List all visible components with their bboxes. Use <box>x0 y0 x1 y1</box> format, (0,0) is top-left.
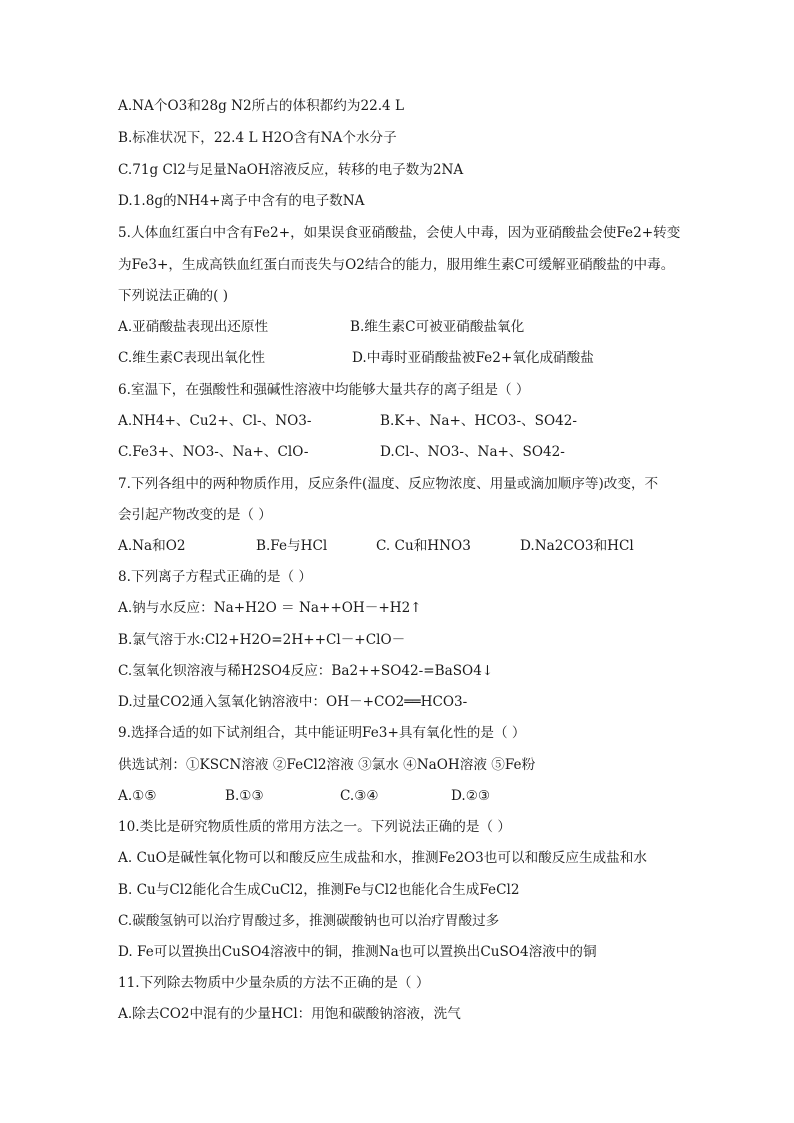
q5-option-d: D.中毒时亚硝酸盐被Fe2+氧化成硝酸盐 <box>352 350 594 366</box>
q10-option-d: D. Fe可以置换出CuSO4溶液中的铜，推测Na也可以置换出CuSO4溶液中的铜 <box>118 944 597 960</box>
q10-option-c: C.碳酸氢钠可以治疗胃酸过多，推测碳酸钠也可以治疗胃酸过多 <box>118 913 500 929</box>
q4-option-b: B.标准状况下，22.4 L H2O含有NA个水分子 <box>118 130 397 146</box>
q11-option-a: A.除去CO2中混有的少量HCl：用饱和碳酸钠溶液，洗气 <box>118 1006 461 1022</box>
q6-option-d: D.Cl-、NO3-、Na+、SO42- <box>380 444 565 460</box>
q8-stem: 8.下列离子方程式正确的是（ ） <box>118 569 313 585</box>
q9-option-d: D.②③ <box>451 788 491 804</box>
q9-stem: 9.选择合适的如下试剂组合，其中能证明Fe3+具有氧化性的是（ ） <box>118 725 526 741</box>
q5-option-a: A.亚硝酸盐表现出还原性 <box>118 319 269 335</box>
q7-option-c: C. Cu和HNO3 <box>376 538 471 554</box>
q4-option-a: A.NA个O3和28g N2所占的体积都约为22.4 L <box>118 98 405 114</box>
q5-option-c: C.维生素C表现出氧化性 <box>118 350 265 366</box>
q9-option-a: A.①⑤ <box>118 788 157 804</box>
q6-option-b: B.K+、Na+、HCO3-、SO42- <box>380 413 578 429</box>
q7-option-d: D.Na2CO3和HCl <box>520 538 634 554</box>
q6-option-c: C.Fe3+、NO3-、Na+、ClO- <box>118 444 309 460</box>
q8-option-c: C.氢氧化钡溶液与稀H2SO4反应：Ba2++SO42-=BaSO4↓ <box>118 663 494 679</box>
q4-option-d: D.1.8g的NH4+离子中含有的电子数NA <box>118 193 365 209</box>
q10-option-b: B. Cu与Cl2能化合生成CuCl2，推测Fe与Cl2也能化合生成FeCl2 <box>118 882 520 898</box>
q10-option-a: A. CuO是碱性氧化物可以和酸反应生成盐和水，推测Fe2O3也可以和酸反应生成盐和水 <box>118 850 647 866</box>
q9-option-c: C.③④ <box>340 788 379 804</box>
q7-stem-line1: 7.下列各组中的两种物质作用，反应条件(温度、反应物浓度、用量或滴加顺序等)改变，不 <box>118 476 659 492</box>
q8-option-b: B.氯气溶于水:Cl2+H2O=2H++Cl－+ClO－ <box>118 632 406 648</box>
q9-option-b: B.①③ <box>225 788 264 804</box>
q7-stem-line2: 会引起产物改变的是（ ） <box>118 507 272 523</box>
q10-stem: 10.类比是研究物质性质的常用方法之一。下列说法正确的是（ ） <box>118 819 511 835</box>
q4-option-c: C.71g Cl2与足量NaOH溶液反应，转移的电子数为2NA <box>118 162 464 178</box>
q7-option-b: B.Fe与HCl <box>256 538 328 554</box>
q5-option-b: B.维生素C可被亚硝酸盐氧化 <box>350 319 525 335</box>
q6-option-a: A.NH4+、Cu2+、Cl-、NO3- <box>118 413 312 429</box>
q5-stem-line3: 下列说法正确的( ) <box>118 288 229 304</box>
q8-option-d: D.过量CO2通入氢氧化钠溶液中：OH－+CO2══HCO3- <box>118 694 468 710</box>
q5-stem-line1: 5.人体血红蛋白中含有Fe2+，如果误食亚硝酸盐，会使人中毒，因为亚硝酸盐会使Fe2+转变 <box>118 225 681 241</box>
q5-stem-line2: 为Fe3+，生成高铁血红蛋白而丧失与O2结合的能力，服用维生素C可缓解亚硝酸盐的中毒。 <box>118 257 675 273</box>
q8-option-a: A.钠与水反应：Na+H2O ＝ Na++OH－+H2↑ <box>118 600 422 616</box>
q11-stem: 11.下列除去物质中少量杂质的方法不正确的是（ ） <box>118 975 430 991</box>
q7-option-a: A.Na和O2 <box>118 538 186 554</box>
q6-stem: 6.室温下，在强酸性和强碱性溶液中均能够大量共存的离子组是（ ） <box>118 382 530 398</box>
q9-reagents: 供选试剂：①KSCN溶液 ②FeCl2溶液 ③氯水 ④NaOH溶液 ⑤Fe粉 <box>118 757 536 773</box>
